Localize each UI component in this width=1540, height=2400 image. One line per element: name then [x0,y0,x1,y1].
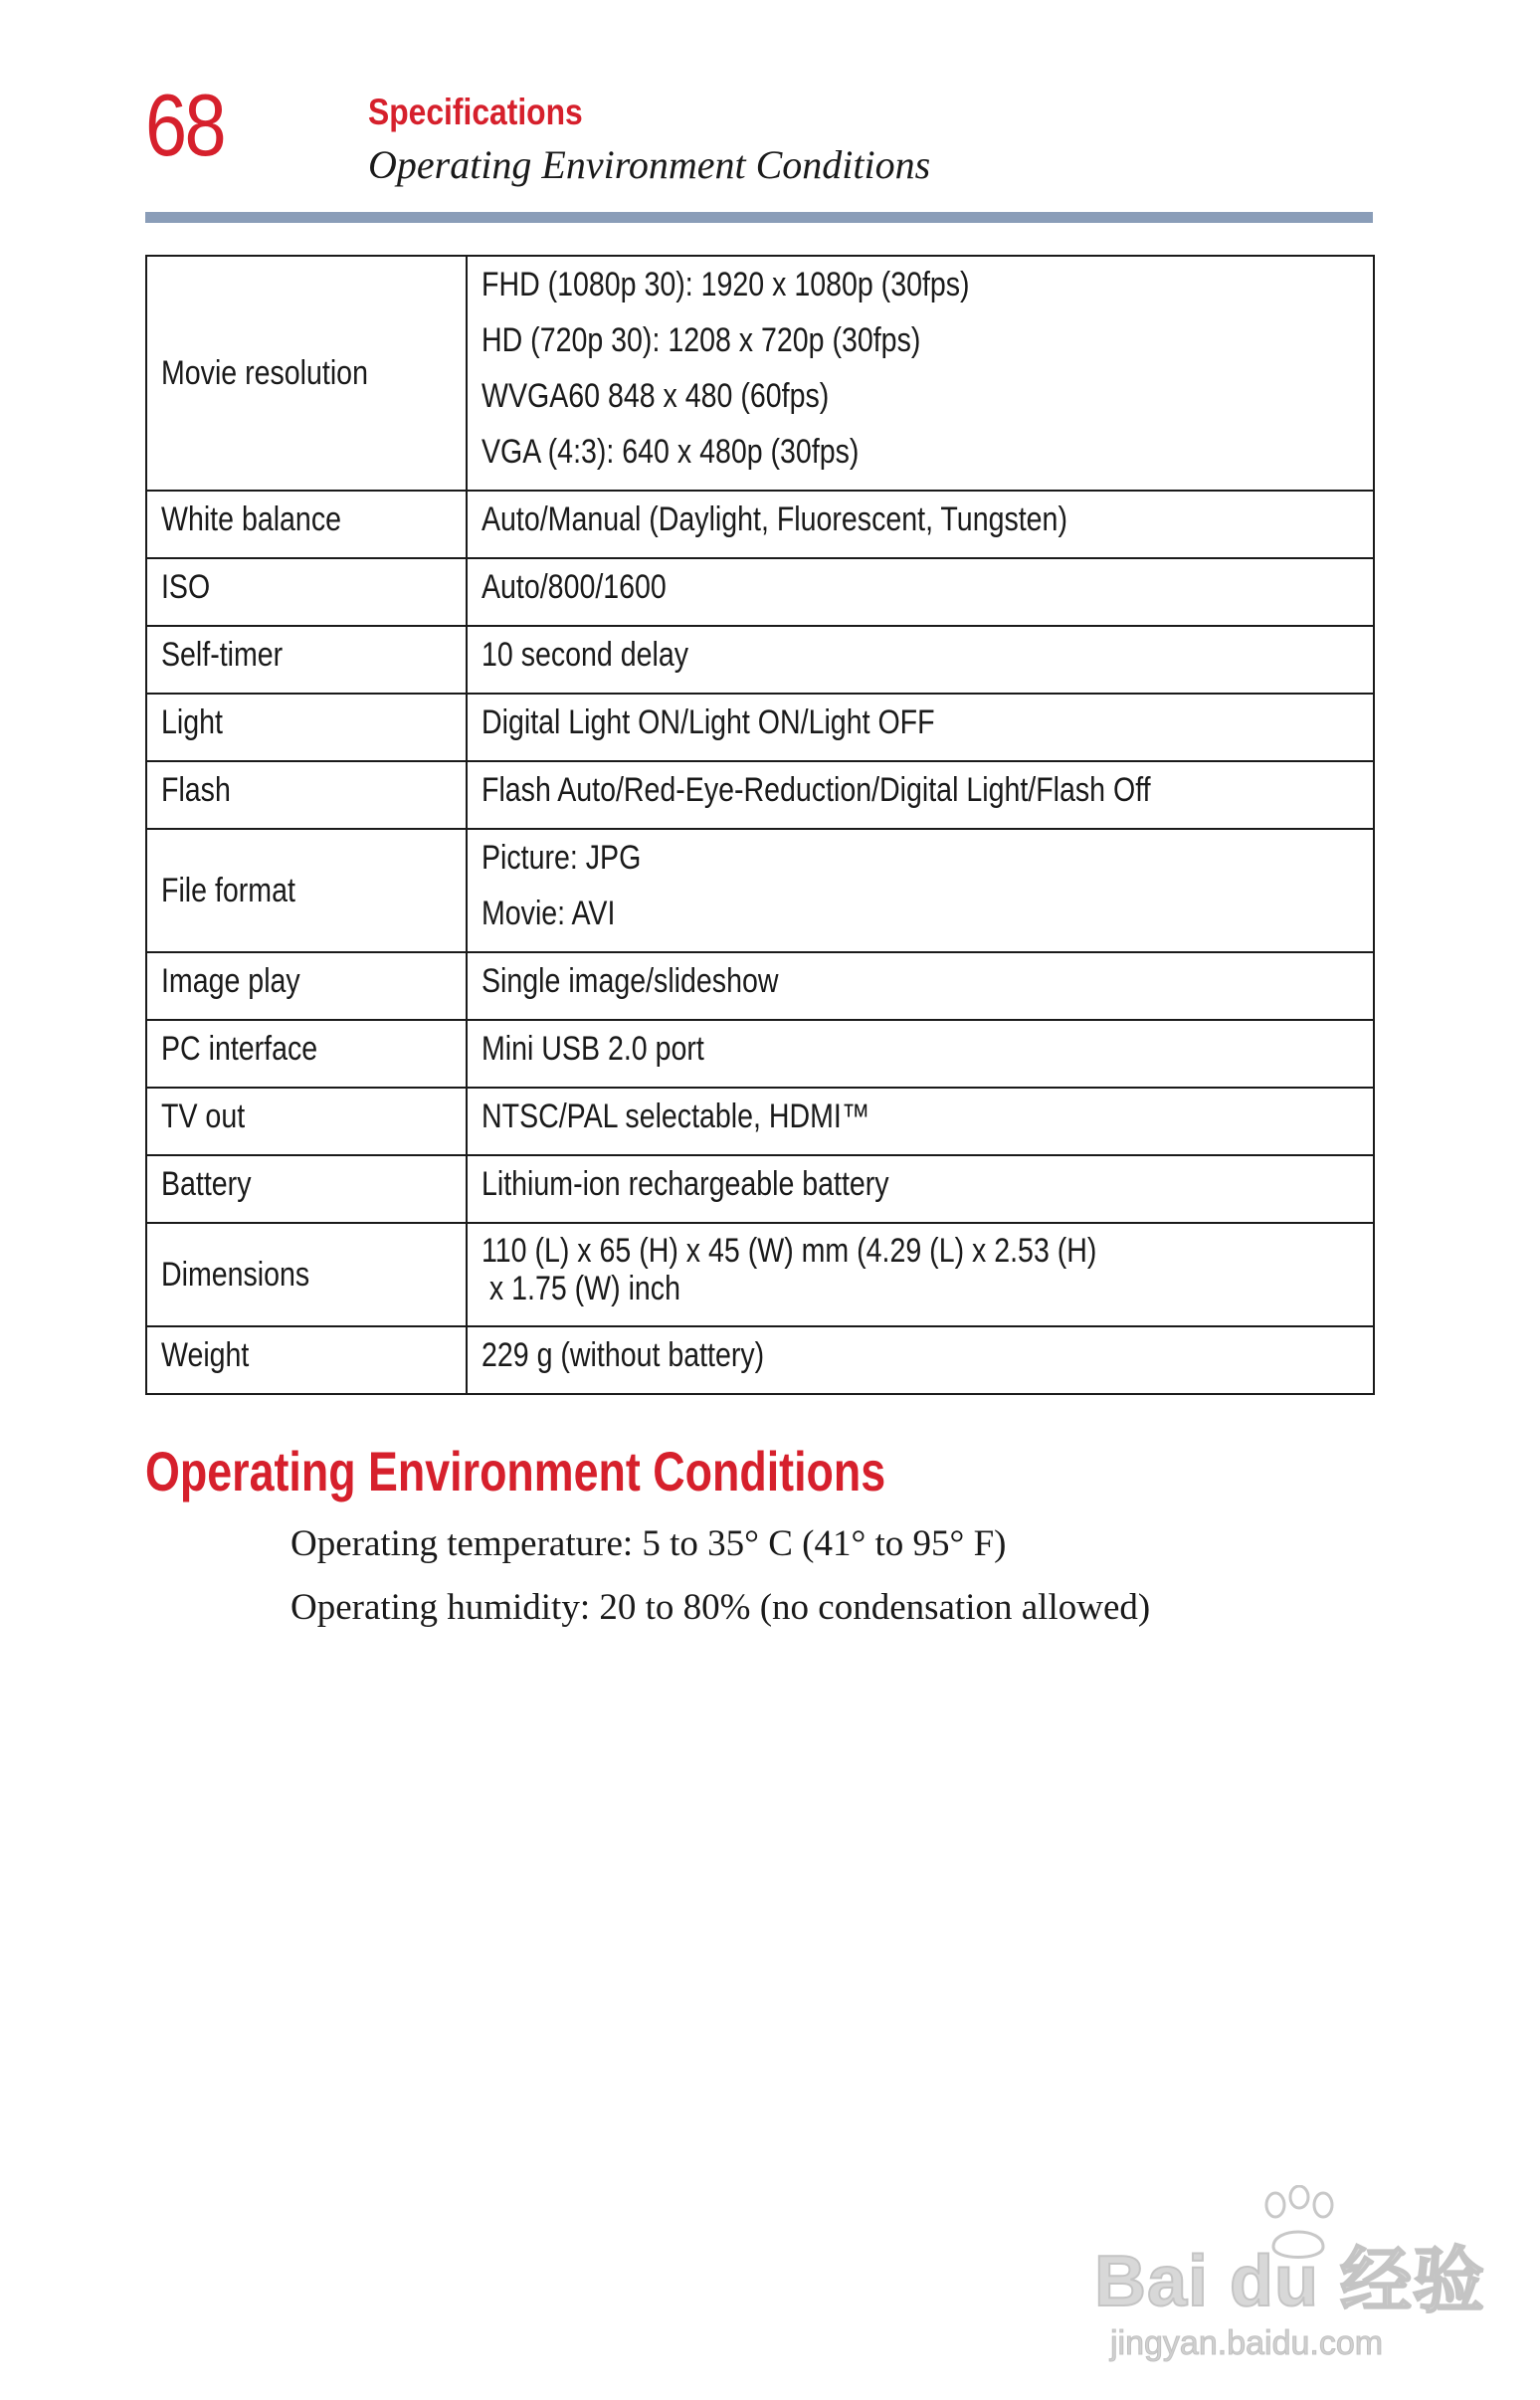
spec-value-cell [467,256,1374,491]
spec-label-cell [146,256,467,491]
spec-value-cell [467,1088,1374,1155]
table-row [146,626,1374,694]
table-row [146,1088,1374,1155]
spec-value-cell [467,829,1374,952]
spec-label: Light [161,703,223,741]
spec-value-cell [467,1326,1374,1394]
operating-humidity: Operating humidity: 20 to 80% (no condensation allowed) [290,1587,1151,1628]
table-row [146,1155,1374,1223]
spec-value: NTSC/PAL selectable, HDMI™ [481,1098,870,1135]
spec-value: Picture: JPG [481,839,642,877]
spec-value: Flash Auto/Red-Eye-Reduction/Digital Light/Flash Off [481,771,1151,809]
spec-label: PC interface [161,1030,318,1068]
spec-value: Lithium-ion rechargeable battery [481,1165,889,1203]
spec-label-cell [146,1155,467,1223]
spec-label-cell [146,1020,467,1088]
spec-label: Image play [161,962,300,1000]
spec-value: Digital Light ON/Light ON/Light OFF [481,703,935,741]
spec-label-cell [146,1088,467,1155]
header-section-title: Specifications [368,92,583,132]
spec-label-cell [146,1223,467,1326]
spec-value: 10 second delay [481,636,689,674]
spec-label: Weight [161,1336,250,1374]
spec-value: 229 g (without battery) [481,1336,765,1374]
spec-value: WVGA60 848 x 480 (60fps) [481,377,830,415]
spec-label-cell [146,694,467,761]
spec-label: ISO [161,568,211,606]
table-row [146,1020,1374,1088]
table-row [146,1223,1374,1326]
spec-label-cell [146,491,467,558]
spec-value-cell [467,694,1374,761]
spec-value: Auto/Manual (Daylight, Fluorescent, Tungsten) [481,500,1067,538]
spec-label: White balance [161,500,341,538]
spec-label-cell [146,558,467,626]
spec-label-cell [146,829,467,952]
spec-table [145,255,1375,1395]
spec-label: Self-timer [161,636,284,674]
spec-value: x 1.75 (W) inch [481,1270,680,1307]
spec-value-cell [467,558,1374,626]
spec-label: Flash [161,771,231,809]
spec-value-cell [467,491,1374,558]
spec-label-cell [146,626,467,694]
spec-label: Movie resolution [161,354,368,392]
header-rule [145,212,1373,223]
spec-value-cell [467,1155,1374,1223]
table-row [146,1326,1374,1394]
baidu-watermark [1080,2179,1498,2378]
spec-label: Battery [161,1165,252,1203]
spec-value-cell [467,1020,1374,1088]
watermark-url: jingyan.baidu.com [1110,2324,1384,2362]
spec-value: HD (720p 30): 1208 x 720p (30fps) [481,321,921,359]
spec-value-cell [467,761,1374,829]
watermark-logo-text: Bai du 经验 [1094,2242,1486,2321]
spec-label-cell [146,761,467,829]
header-subsection-title: Operating Environment Conditions [368,142,931,187]
spec-label: TV out [161,1098,246,1135]
spec-value: Auto/800/1600 [481,568,667,606]
table-row [146,558,1374,626]
spec-label: File format [161,872,295,909]
spec-value-cell [467,626,1374,694]
environment-heading: Operating Environment Conditions [145,1440,886,1502]
spec-value: 110 (L) x 65 (H) x 45 (W) mm (4.29 (L) x 2.53 (H) [481,1232,1097,1270]
table-row [146,829,1374,952]
page-number: 68 [145,76,225,174]
spec-value: Mini USB 2.0 port [481,1030,704,1068]
table-row [146,491,1374,558]
table-row [146,694,1374,761]
spec-value: Movie: AVI [481,895,616,932]
spec-value: Single image/slideshow [481,962,779,1000]
spec-value-cell [467,1223,1374,1326]
spec-value: VGA (4:3): 640 x 480p (30fps) [481,433,860,471]
spec-label-cell [146,1326,467,1394]
spec-label: Dimensions [161,1256,310,1294]
table-row [146,761,1374,829]
operating-temperature: Operating temperature: 5 to 35° C (41° to 95° F) [290,1523,1007,1564]
spec-value-cell [467,952,1374,1020]
spec-value: FHD (1080p 30): 1920 x 1080p (30fps) [481,266,970,303]
table-row [146,256,1374,491]
spec-label-cell [146,952,467,1020]
table-row [146,952,1374,1020]
